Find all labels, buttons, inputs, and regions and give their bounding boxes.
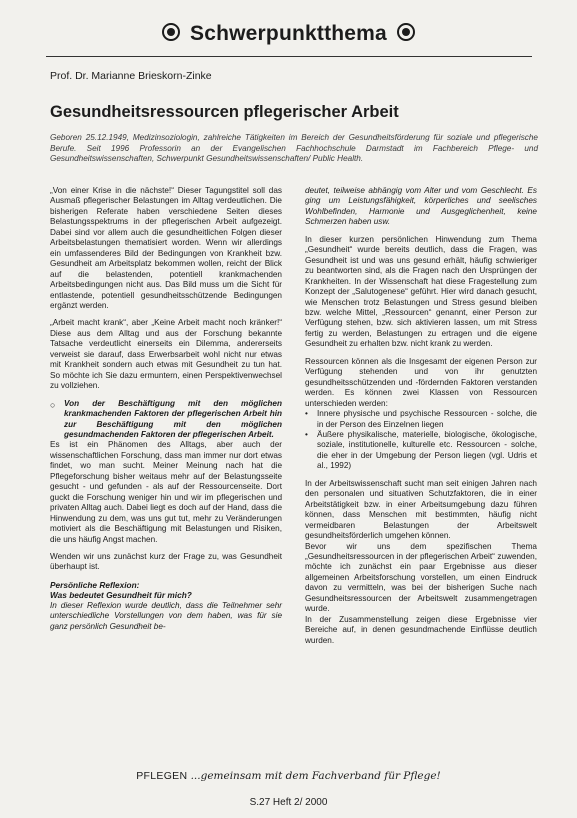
resource-list <box>305 409 537 472</box>
footer-brand <box>0 770 577 782</box>
left-column <box>50 186 282 639</box>
brand-name: PFLEGEN <box>136 770 188 782</box>
paragraph: „Von einer Krise in die nächste!“ Dieser Tagungstitel soll das Ausmaß pflegerischer Belastungen im Alltag verdeutlichen. Die bisherigen Referate haben verschiedene Seiten dieses Belastungsspektrums in der pflegerischen Arbeit aufgezeigt. Dabei sind vor allem auch die gesundheitlichen Folgen dieser Arbeitsbelastungen thematisiert worden. Wenn wir allerdings ein umfassenderes Bild der Bedingungen von Krankheit bzw. Gesundheit am Arbeitsplatz bekommen wollen, reicht der Blick auf die belastenden, potentiell krankmachenden Arbeitsbedingungen nicht aus. Das Bild muss um die Sicht für entlastende, potentiell gesundheitsschützende Bedingungen ergänzt werden. <box>50 186 282 310</box>
circle-bullet-icon <box>162 23 180 41</box>
article-title: Gesundheitsressourcen pflegerischer Arbeit <box>50 103 399 121</box>
page-number: S.27 Heft 2/ 2000 <box>249 797 328 808</box>
callout-text: Von der Beschäftigung mit den möglichen krankmachenden Faktoren der pflegerischen Arbeit hin zur Beschäftigung mit den möglichen gesundmachenden Faktoren der pflegerischen Arbeit. <box>64 398 282 439</box>
paragraph: In der Zusammenstellung zeigen diese Ergebnisse vier Bereiche auf, in denen gesundmachende Einflüsse deutlich wurden. <box>305 614 537 645</box>
right-column <box>305 186 537 653</box>
circle-marker-icon: ○ <box>50 399 56 410</box>
paragraph: deutet, teilweise abhängig vom Alter und vom Geschlecht. Es ging um Leistungsfähigkeit, körperliches und seelisches Wohlbefinden, Harmonie und Ausgeglichenheit, keine Schmerzen haben usw. <box>305 186 537 227</box>
list-item: • Äußere physikalische, materielle, biologische, ökologische, soziale, institutionelle, kulturelle etc. Ressourcen - solche, die eher in der Umgebung der Person liegen (vgl. Udris et al., 1992) <box>305 430 537 472</box>
reflection-subheading: Was bedeutet Gesundheit für mich? <box>50 590 192 601</box>
paragraph: In dieser Reflexion wurde deutlich, dass die Teilnehmer sehr unterschiedliche Vorstellungen von dem haben, was für sie ganz persönlich Gesundheit be- <box>50 600 282 631</box>
paragraph: Wenden wir uns zunächst kurz der Frage zu, was Gesundheit überhaupt ist. <box>50 551 282 572</box>
callout-box <box>50 399 282 441</box>
author-name: Prof. Dr. Marianne Brieskorn-Zinke <box>50 70 212 82</box>
list-item: • Innere physische und psychische Ressourcen - solche, die in der Person des Einzelnen liegen <box>305 409 537 430</box>
paragraph: In dieser kurzen persönlichen Hinwendung zum Thema „Gesundheit“ wurde bereits deutlich, dass die Fragen, was Gesundheit ist und was uns gesund erhält, häufig schwieriger zu beantworten sind, als die Fragen nach den Ursprüngen der Krankheiten. In der Wissenschaft hat diese Fragestellung zum Konzept der „Salutogenese“ geführt. Hier wird danach gesucht, wie Menschen trotz Belastungen und Stress gesund bleiben bzw. welche Mittel, „Ressourcen“ genannt, einer Person zur Verfügung stehen, bzw. sich aktivieren lassen, um mit Stress fertig zu werden, Belastungen zu ertragen und die eigene Gesundheit zu erhalten bzw. nicht krank zu werden. <box>305 234 537 349</box>
section-header <box>0 22 577 46</box>
paragraph: Es ist ein Phänomen des Alltags, aber auch der wissenschaftlichen Forschung, dass man immer nur dort etwas findet, wo man sucht. Meiner Meinung nach hat die Pflegeforschung bisher weitaus mehr auf der Belastungsseite gesucht - und gefunden - als auf der Ressourcenseite. Dort guckt die Forschung weniger hin und wir im pflegerischen und privaten Alltag auch. Dabei liegt es doch auf der Hand, dass die Hinwendung zu dem, was uns gut tut, mehr zu Veränderungen motiviert als die Beschäftigung mit Belastungen und Risiken, die uns häufig Angst machen. <box>50 440 282 544</box>
header-divider <box>46 56 532 57</box>
paragraph: Ressourcen können als die Insgesamt der eigenen Person zur Verfügung stehenden und von ihr genutzten gesundheitsschützenden und -fördernden Faktoren verstanden werden. Es können zwei Klassen von Ressourcen unterschieden werden: <box>305 356 537 408</box>
brand-tagline: ...gemeinsam mit dem Fachverband für Pflege! <box>190 770 441 782</box>
paragraph: In der Arbeitswissenschaft sucht man seit einigen Jahren nach den personalen und situativen Schutzfaktoren, die in einer Arbeitstätigkeit bzw. in einer Arbeitsumgebung dazu führen können, dass Menschen mit bestimmten, häufig nicht vermeidbaren Belastungen der Arbeitswelt gesundheitsförderlich umgehen können. <box>305 478 537 541</box>
paragraph: „Arbeit macht krank“, aber „Keine Arbeit macht noch kränker!“ Diese aus dem Alltag und aus der Forschung bekannte Tatsache verdeutlicht einerseits ein Dilemma, andererseits verweist sie darauf, dass Erwerbsarbeit wohl nicht nur etwas mit Krankheit sondern auch etwas mit Gesundheit zu tun hat. So möchte ich Sie dazu ermuntern, einen Perspektivenwechsel zu vollziehen. <box>50 318 282 391</box>
reflection-heading: Persönliche Reflexion: <box>50 579 140 590</box>
paragraph: Bevor wir uns dem spezifischen Thema „Gesundheitsressourcen in der pflegerischen Arbeit“ zuwenden, möchte ich zunächst ein paar Ergebnisse aus dieser allgemeinen Arbeitsforschung vorstellen, um einen Eindruck davon zu vermitteln, was bei der bisherigen Suche nach Gesundheitsressourcen der Arbeitswelt zusammengetragen wurde. <box>305 541 537 614</box>
author-bio: Geboren 25.12.1949, Medizinsoziologin, zahlreiche Tätigkeiten im Bereich der Gesundheitsförderung für soziale und pflegerische Berufe. Seit 1996 Professorin an der Evangelischen Fachhochschule Darmstadt im Fachbereich Pflege- und Gesundheitswissenschaften, Schwerpunkt Gesundheitswissenschaften/ Public Health. <box>50 133 538 163</box>
section-title: Schwerpunktthema <box>190 22 387 45</box>
circle-bullet-icon <box>397 23 415 41</box>
